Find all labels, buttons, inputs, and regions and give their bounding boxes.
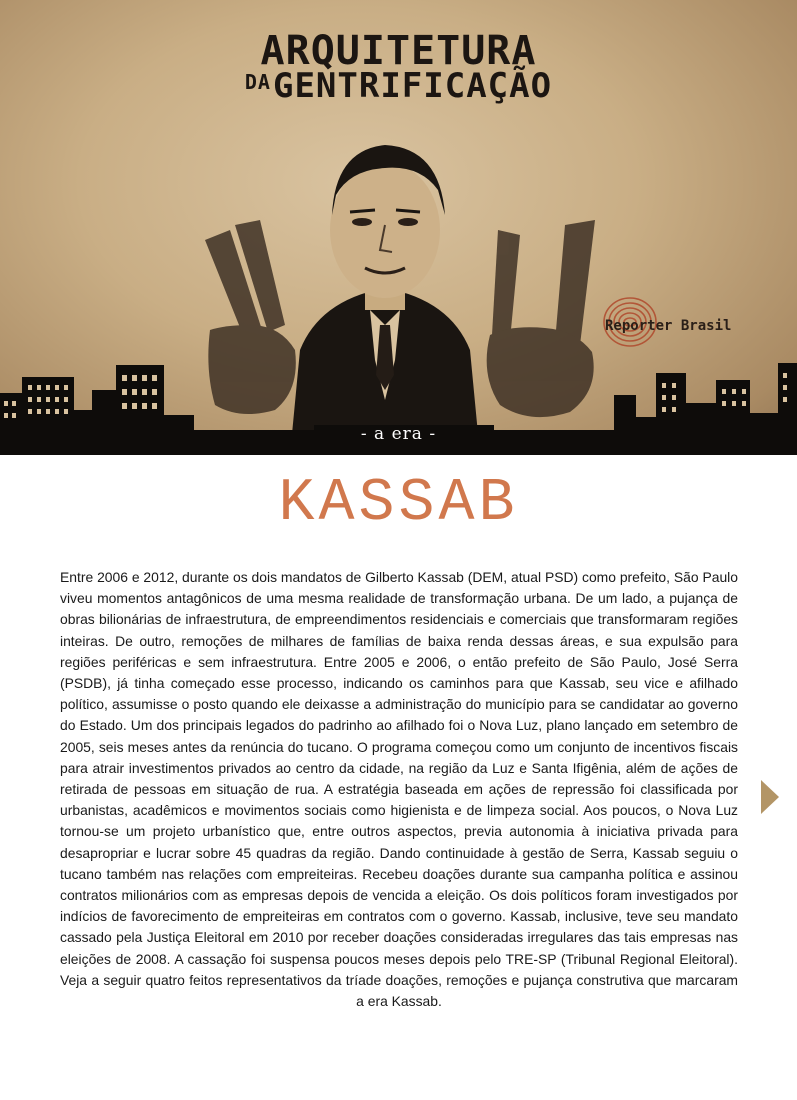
banner-title-line1: ARQUITETURA xyxy=(260,28,537,74)
header-banner xyxy=(0,0,797,455)
page-title: KASSAB xyxy=(278,470,519,538)
banner-title-line2 xyxy=(0,66,797,106)
banner-title-main: GENTRIFICAÇÃO xyxy=(272,66,553,106)
era-label: - a era - xyxy=(360,424,437,444)
article-body: Entre 2006 e 2012, durante os dois mandatos de Gilberto Kassab (DEM, atual PSD) como prefeito, São Paulo viveu momentos antagônicos de uma mesma realidade de transformação urbana. De um lado, a pujança de obras bilionárias de infraestrutura, de empreendimentos residenciais e comerciais que transformaram regiões inteiras. De outro, remoções de milhares de famílias de baixa renda dessas áreas, e sua expulsão para regiões periféricas e sem infraestrutura. Entre 2005 e 2006, o então prefeito de São Paulo, José Serra (PSDB), já tinha começado esse processo, indicando os caminhos para que Kassab, seu vice e afilhado político, assumisse o posto quando ele deixasse a administração do município para se candidatar ao governo do Estado. Um dos principais legados do padrinho ao afilhado foi o Nova Luz, plano lançado em setembro de 2005, seis meses antes da renúncia do tucano. O programa começou como um conjunto de incentivos fiscais para atrair investimentos privados ao centro da cidade, na região da Luz e Santa Ifigênia, além de ações de retirada de pessoas em situação de rua. A estratégia baseada em ações de repressão foi classificada por urbanistas, acadêmicos e movimentos sociais como higienista e de limpeza social. Aos poucos, o Nova Luz tornou-se um projeto urbanístico que, entre outros aspectos, previa autonomia à iniciativa privada para desapropriar e lucrar sobre 45 quadras da região. Dando continuidade à gestão de Serra, Kassab seguiu o tucano também nas relações com empreiteiras. Recebeu doações durante sua campanha política e assinou contratos milionários com as empresas depois de vencida a eleição. Os dois políticos foram investigados por indícios de favorecimento de empreiteiras em contratos com o governo. Kassab, inclusive, teve seu mandato cassado pela Justiça Eleitoral em 2010 por receber doações consideradas irregulares das tais empresas nas eleições de 2008. A cassação foi suspensa poucos meses depois pelo TRE-SP (Tribunal Regional Eleitoral). Veja a seguir quatro feitos representativos da tríade doações, remoções e pujança construtiva que marcaram a era Kassab. xyxy=(60,569,738,1010)
banner-title-prefix: DA xyxy=(244,70,271,94)
brand-logo-text: Reporter Brasil xyxy=(605,318,732,334)
triangle-right-icon[interactable] xyxy=(761,780,779,814)
